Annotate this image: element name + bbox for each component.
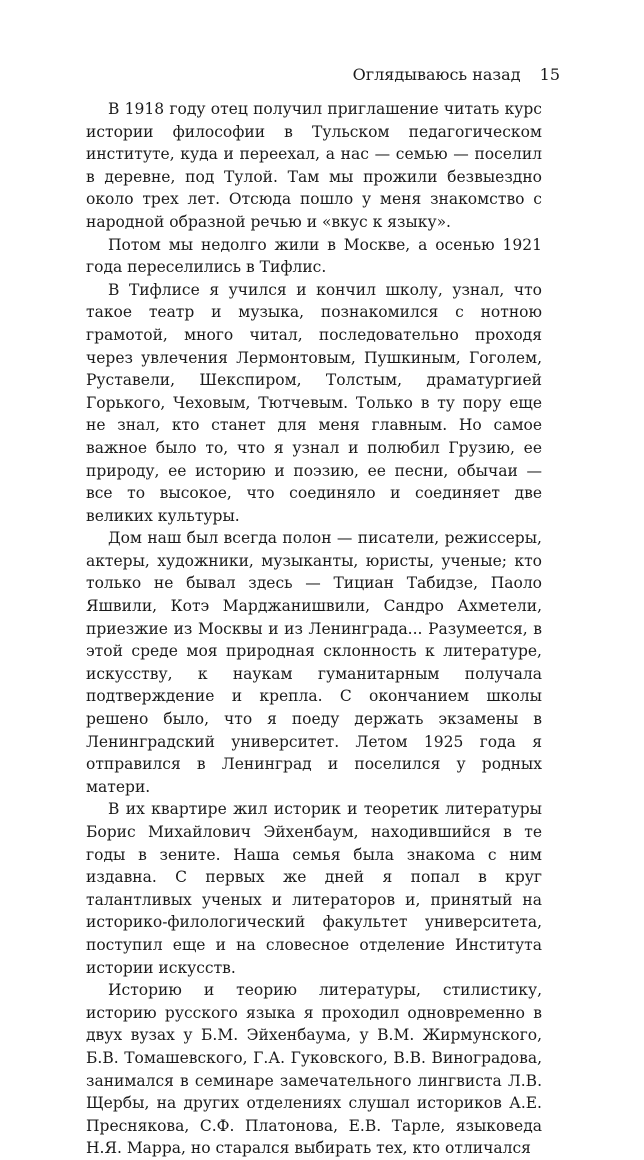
paragraph: Дом наш был всегда полон — писатели, режиссеры, актеры, художники, музыканты, юристы, ученые; кто только не бывал здесь — Тициан Табидзе, Паоло Яшвили, Котэ Марджанишвили, Сандро Ахметели, приезжие из Москвы и из Ленинграда... Разумеется, в этой среде моя природная склонность к литературе, искусству, к наукам гуманитарным получала подтверждение и крепла. С окончанием школы решено было, что я поеду держать экзамены в Ленинградский университет. Летом 1925 года я отправился в Ленинград и поселился у родных матери. (86, 529, 542, 796)
paragraph: Потом мы недолго жили в Москве, а осенью 1921 года переселились в Тифлис. (86, 235, 542, 277)
paragraph: В их квартире жил историк и теоретик литературы Борис Михайлович Эйхенбаум, находившийся в те годы в зените. Наша семья была знакома с ним издавна. С первых же дней я попал в круг талантливых ученых и литераторов и, принятый на историко-филологический факультет университета, поступил еще и на словесное отделение Института истории искусств. (86, 800, 542, 977)
paragraph: В 1918 году отец получил приглашение читать курс истории философии в Тульском педагогическом институте, куда и переехал, а нас — семью — поселил в деревне, под Тулой. Там мы прожили безвыездно около трех лет. Отсюда пошло у меня знакомство с народной образной речью и «вкус к языку». (86, 100, 542, 231)
running-head-title: Оглядываюсь назад (352, 65, 521, 84)
paragraph: Историю и теорию литературы, стилистику, историю русского языка я проходил одновременно в двух вузах у Б.М. Эйхенбаума, у В.М. Жирмунского, Б.В. Томашевского, Г.А. Гуковского, В.В. Виноградова, занимался в семинаре замечательного лингвиста Л.В. Щербы, на других отделениях слушал историков А.Е. Преснякова, С.Ф. Платонова, Е.В. Тарле, языковеда Н.Я. Марра, но старался выбирать тех, кто отличался (86, 981, 542, 1158)
paragraph: В Тифлисе я учился и кончил школу, узнал, что такое театр и музыка, познакомился с нотною грамотой, много читал, последовательно проходя через увлечения Лермонтовым, Пушкиным, Гоголем, Руставели, Шекспиром, Толстым, драматургией Горького, Чеховым, Тютчевым. Только в ту пору еще не знал, кто станет для меня главным. Но самое важное было то, что я узнал и полюбил Грузию, ее природу, ее историю и поэзию, ее песни, обычаи — все то высокое, что соединяло и соединяет две великих культуры. (86, 280, 542, 525)
body-text (86, 98, 542, 1160)
running-head (353, 64, 560, 86)
page-number: 15 (539, 65, 560, 84)
